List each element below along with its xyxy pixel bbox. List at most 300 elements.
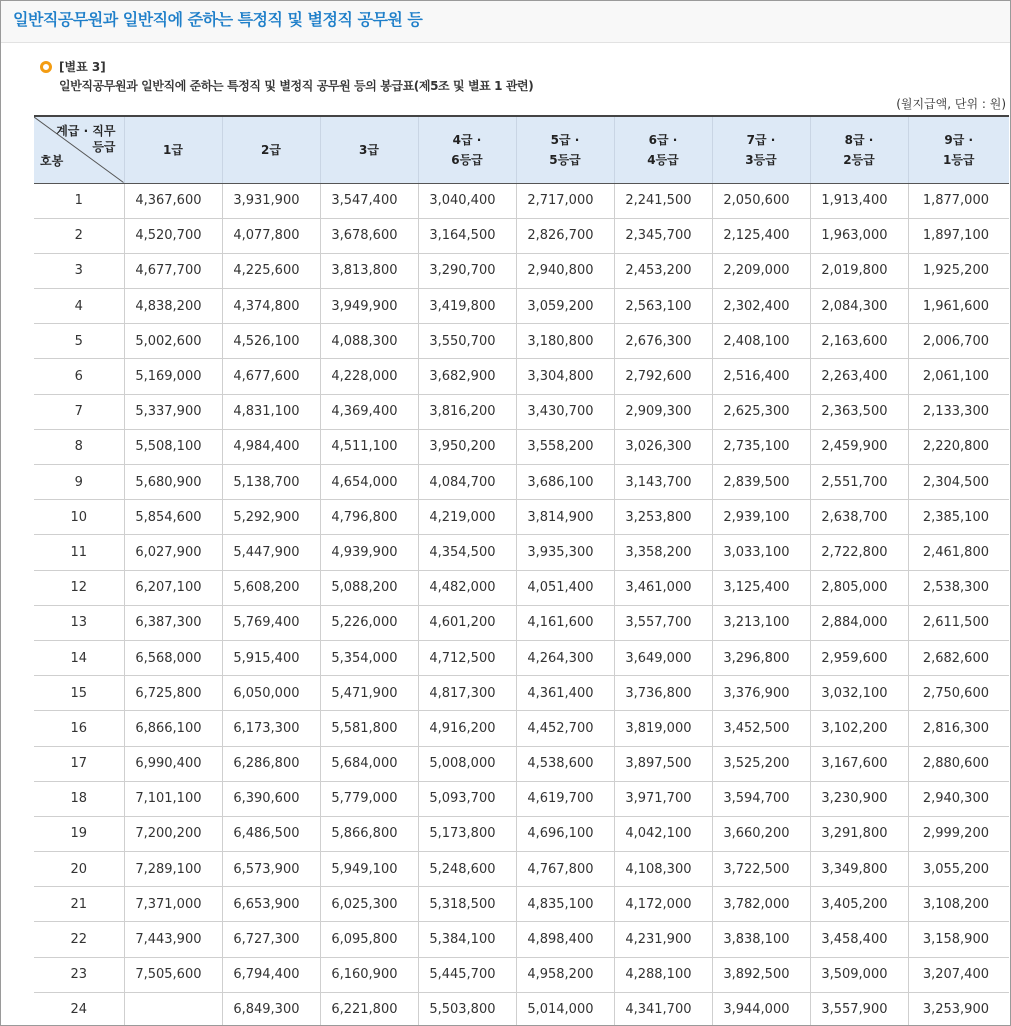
salary-cell: 3,931,900: [222, 183, 320, 218]
step-number-cell: 24: [34, 992, 124, 1026]
salary-cell: 3,557,700: [614, 605, 712, 640]
salary-cell: 6,025,300: [320, 887, 418, 922]
salary-cell: 4,958,200: [516, 957, 614, 992]
salary-cell: 4,051,400: [516, 570, 614, 605]
salary-table: [34, 115, 1009, 1026]
table-row: [34, 535, 1009, 570]
salary-cell: 4,231,900: [614, 922, 712, 957]
table-row: [34, 816, 1009, 851]
table-row: [34, 746, 1009, 781]
salary-cell: 3,430,700: [516, 394, 614, 429]
salary-cell: 3,813,800: [320, 253, 418, 288]
salary-cell: 2,461,800: [908, 535, 1009, 570]
salary-cell: 5,680,900: [124, 465, 222, 500]
salary-cell: 5,354,000: [320, 640, 418, 675]
salary-cell: 1,963,000: [810, 218, 908, 253]
salary-cell: 4,288,100: [614, 957, 712, 992]
column-header-line: 2급: [261, 142, 281, 157]
salary-cell: 1,877,000: [908, 183, 1009, 218]
column-header-line: 8급 ·: [844, 132, 874, 147]
header-corner-cell: [34, 116, 124, 183]
salary-cell: 5,503,800: [418, 992, 516, 1026]
salary-cell: 4,526,100: [222, 324, 320, 359]
table-body: [34, 183, 1009, 1026]
salary-cell: 2,019,800: [810, 253, 908, 288]
salary-cell: 6,173,300: [222, 711, 320, 746]
salary-cell: 2,459,900: [810, 429, 908, 464]
step-number-cell: 19: [34, 816, 124, 851]
salary-cell: 2,750,600: [908, 676, 1009, 711]
salary-cell: 1,961,600: [908, 289, 1009, 324]
step-number-cell: 5: [34, 324, 124, 359]
salary-cell: 6,095,800: [320, 922, 418, 957]
step-number-cell: 11: [34, 535, 124, 570]
salary-cell: 4,361,400: [516, 676, 614, 711]
salary-cell: 3,304,800: [516, 359, 614, 394]
salary-cell: 4,601,200: [418, 605, 516, 640]
salary-cell: 3,125,400: [712, 570, 810, 605]
salary-cell: 6,027,900: [124, 535, 222, 570]
salary-cell: 2,940,800: [516, 253, 614, 288]
salary-cell: 4,161,600: [516, 605, 614, 640]
salary-cell: 2,839,500: [712, 465, 810, 500]
salary-cell: 5,854,600: [124, 500, 222, 535]
salary-cell: 3,026,300: [614, 429, 712, 464]
salary-cell: 5,008,000: [418, 746, 516, 781]
salary-cell: 4,452,700: [516, 711, 614, 746]
step-number-cell: 21: [34, 887, 124, 922]
table-row: [34, 992, 1009, 1026]
salary-cell: 2,792,600: [614, 359, 712, 394]
salary-cell: 2,516,400: [712, 359, 810, 394]
table-row: [34, 394, 1009, 429]
column-header-line: 2등급: [843, 152, 875, 167]
unit-note: (월지급액, 단위 : 원): [896, 97, 1006, 111]
salary-cell: 7,443,900: [124, 922, 222, 957]
step-number-cell: 4: [34, 289, 124, 324]
salary-cell: 4,369,400: [320, 394, 418, 429]
salary-cell: 4,374,800: [222, 289, 320, 324]
salary-cell: 7,289,100: [124, 852, 222, 887]
step-number-cell: 6: [34, 359, 124, 394]
table-row: [34, 253, 1009, 288]
salary-cell: 1,925,200: [908, 253, 1009, 288]
salary-cell: 2,209,000: [712, 253, 810, 288]
column-header: [810, 116, 908, 183]
salary-cell: 5,248,600: [418, 852, 516, 887]
salary-cell: 3,525,200: [712, 746, 810, 781]
salary-cell: 3,376,900: [712, 676, 810, 711]
corner-grade-line1: 계급 · 직무: [56, 124, 116, 138]
salary-cell: 4,939,900: [320, 535, 418, 570]
salary-cell: 4,677,600: [222, 359, 320, 394]
salary-cell: 5,471,900: [320, 676, 418, 711]
column-header-line: 6등급: [451, 152, 483, 167]
salary-cell: 1,913,400: [810, 183, 908, 218]
table-caption: 일반직공무원과 일반직에 준하는 특정직 및 별정직 공무원 등의 봉급표(제5조 및 별표 1 관련): [59, 79, 534, 93]
column-header: [516, 116, 614, 183]
salary-cell: 6,221,800: [320, 992, 418, 1026]
salary-cell: 2,735,100: [712, 429, 810, 464]
step-number-cell: 22: [34, 922, 124, 957]
salary-cell: 6,387,300: [124, 605, 222, 640]
salary-cell: 2,006,700: [908, 324, 1009, 359]
salary-cell: 2,304,500: [908, 465, 1009, 500]
annex-label: [별표 3]: [59, 60, 106, 74]
salary-cell: 6,727,300: [222, 922, 320, 957]
salary-cell: 5,337,900: [124, 394, 222, 429]
column-header-line: 4급 ·: [452, 132, 482, 147]
step-number-cell: 20: [34, 852, 124, 887]
salary-cell: 3,736,800: [614, 676, 712, 711]
salary-cell: 7,505,600: [124, 957, 222, 992]
salary-cell: 4,219,000: [418, 500, 516, 535]
salary-cell: 2,241,500: [614, 183, 712, 218]
column-header-line: 6급 ·: [648, 132, 678, 147]
salary-cell: 5,779,000: [320, 781, 418, 816]
salary-cell: 3,461,000: [614, 570, 712, 605]
salary-cell: 3,935,300: [516, 535, 614, 570]
salary-cell: 4,767,800: [516, 852, 614, 887]
salary-cell: 2,050,600: [712, 183, 810, 218]
salary-cell: 3,897,500: [614, 746, 712, 781]
step-number-cell: 12: [34, 570, 124, 605]
table-header-row: [34, 116, 1009, 183]
salary-cell: 2,220,800: [908, 429, 1009, 464]
column-header: [124, 116, 222, 183]
salary-cell: 3,158,900: [908, 922, 1009, 957]
salary-cell: 2,408,100: [712, 324, 810, 359]
table-row: [34, 781, 1009, 816]
table-row: [34, 676, 1009, 711]
salary-cell: 5,866,800: [320, 816, 418, 851]
salary-cell: 2,133,300: [908, 394, 1009, 429]
salary-cell: 4,088,300: [320, 324, 418, 359]
salary-cell: 5,292,900: [222, 500, 320, 535]
table-row: [34, 957, 1009, 992]
salary-cell: 4,654,000: [320, 465, 418, 500]
salary-cell: 2,385,100: [908, 500, 1009, 535]
salary-cell: 2,163,600: [810, 324, 908, 359]
table-row: [34, 324, 1009, 359]
salary-cell: 3,180,800: [516, 324, 614, 359]
title-bar: [1, 1, 1010, 43]
column-header: [222, 116, 320, 183]
table-row: [34, 711, 1009, 746]
salary-cell: 6,849,300: [222, 992, 320, 1026]
salary-cell: 4,712,500: [418, 640, 516, 675]
salary-cell: 2,940,300: [908, 781, 1009, 816]
salary-cell: 4,172,000: [614, 887, 712, 922]
table-row: [34, 922, 1009, 957]
salary-cell: 5,014,000: [516, 992, 614, 1026]
salary-cell: 5,169,000: [124, 359, 222, 394]
step-number-cell: 23: [34, 957, 124, 992]
salary-cell: 3,102,200: [810, 711, 908, 746]
salary-cell: 3,230,900: [810, 781, 908, 816]
table-row: [34, 183, 1009, 218]
salary-cell: 2,682,600: [908, 640, 1009, 675]
salary-cell: 4,817,300: [418, 676, 516, 711]
salary-cell: 6,568,000: [124, 640, 222, 675]
salary-cell: 3,782,000: [712, 887, 810, 922]
salary-cell: 7,101,100: [124, 781, 222, 816]
salary-cell: 3,167,600: [810, 746, 908, 781]
salary-cell: 4,042,100: [614, 816, 712, 851]
salary-cell: 3,892,500: [712, 957, 810, 992]
salary-cell: 4,677,700: [124, 253, 222, 288]
salary-cell: 3,944,000: [712, 992, 810, 1026]
salary-cell: 2,263,400: [810, 359, 908, 394]
salary-cell: 5,915,400: [222, 640, 320, 675]
salary-cell: 3,949,900: [320, 289, 418, 324]
salary-cell: 5,445,700: [418, 957, 516, 992]
salary-cell: 4,341,700: [614, 992, 712, 1026]
salary-cell: 5,002,600: [124, 324, 222, 359]
salary-cell: 3,682,900: [418, 359, 516, 394]
salary-cell: 3,660,200: [712, 816, 810, 851]
salary-cell: 6,160,900: [320, 957, 418, 992]
salary-cell: 4,367,600: [124, 183, 222, 218]
salary-cell: 4,264,300: [516, 640, 614, 675]
salary-cell: 3,594,700: [712, 781, 810, 816]
salary-cell: 2,061,100: [908, 359, 1009, 394]
salary-cell: 2,999,200: [908, 816, 1009, 851]
column-header-line: 9급 ·: [944, 132, 974, 147]
step-number-cell: 14: [34, 640, 124, 675]
corner-grade-label: [56, 123, 115, 155]
salary-cell: 4,835,100: [516, 887, 614, 922]
salary-cell: 6,390,600: [222, 781, 320, 816]
circle-bullet-icon: [40, 61, 52, 73]
table-row: [34, 570, 1009, 605]
salary-cell: 5,447,900: [222, 535, 320, 570]
table-row: [34, 289, 1009, 324]
salary-cell: 4,619,700: [516, 781, 614, 816]
salary-cell: 5,093,700: [418, 781, 516, 816]
salary-cell: 3,678,600: [320, 218, 418, 253]
salary-cell: 6,866,100: [124, 711, 222, 746]
table-row: [34, 218, 1009, 253]
salary-cell: 6,725,800: [124, 676, 222, 711]
salary-cell: 6,653,900: [222, 887, 320, 922]
column-header: [908, 116, 1009, 183]
salary-cell: 5,949,100: [320, 852, 418, 887]
salary-cell: 3,558,200: [516, 429, 614, 464]
salary-cell: 4,538,600: [516, 746, 614, 781]
salary-cell: 3,838,100: [712, 922, 810, 957]
salary-cell: 6,486,500: [222, 816, 320, 851]
salary-cell: 3,405,200: [810, 887, 908, 922]
salary-cell: 7,371,000: [124, 887, 222, 922]
salary-cell: 2,302,400: [712, 289, 810, 324]
column-header-line: 3등급: [745, 152, 777, 167]
salary-cell: 2,363,500: [810, 394, 908, 429]
table-row: [34, 852, 1009, 887]
table-row: [34, 465, 1009, 500]
salary-cell: 3,032,100: [810, 676, 908, 711]
salary-cell: 4,916,200: [418, 711, 516, 746]
step-number-cell: 1: [34, 183, 124, 218]
salary-cell: 3,452,500: [712, 711, 810, 746]
salary-cell: 5,173,800: [418, 816, 516, 851]
salary-cell: 2,909,300: [614, 394, 712, 429]
salary-cell: 3,213,100: [712, 605, 810, 640]
salary-cell: 5,508,100: [124, 429, 222, 464]
salary-cell: 4,511,100: [320, 429, 418, 464]
salary-cell: 3,419,800: [418, 289, 516, 324]
salary-cell: [124, 992, 222, 1026]
salary-cell: 2,676,300: [614, 324, 712, 359]
table-row: [34, 359, 1009, 394]
step-number-cell: 8: [34, 429, 124, 464]
salary-cell: 4,108,300: [614, 852, 712, 887]
salary-cell: 2,722,800: [810, 535, 908, 570]
column-header: [712, 116, 810, 183]
step-number-cell: 16: [34, 711, 124, 746]
salary-cell: 3,819,000: [614, 711, 712, 746]
column-header-line: 1급: [163, 142, 183, 157]
step-number-cell: 17: [34, 746, 124, 781]
salary-cell: 3,108,200: [908, 887, 1009, 922]
salary-cell: 5,684,000: [320, 746, 418, 781]
salary-cell: 3,164,500: [418, 218, 516, 253]
salary-cell: 2,939,100: [712, 500, 810, 535]
salary-cell: 2,959,600: [810, 640, 908, 675]
table-row: [34, 640, 1009, 675]
salary-cell: 3,349,800: [810, 852, 908, 887]
salary-cell: 2,551,700: [810, 465, 908, 500]
corner-step-label: 호봉: [40, 153, 64, 168]
corner-grade-line2: 등급: [92, 140, 116, 154]
salary-cell: 6,207,100: [124, 570, 222, 605]
salary-cell: 4,796,800: [320, 500, 418, 535]
salary-cell: 4,696,100: [516, 816, 614, 851]
salary-cell: 3,040,400: [418, 183, 516, 218]
salary-cell: 7,200,200: [124, 816, 222, 851]
salary-cell: 5,769,400: [222, 605, 320, 640]
column-header-line: 7급 ·: [746, 132, 776, 147]
step-number-cell: 3: [34, 253, 124, 288]
salary-cell: 2,611,500: [908, 605, 1009, 640]
column-header-line: 5등급: [549, 152, 581, 167]
salary-cell: 6,286,800: [222, 746, 320, 781]
salary-cell: 2,826,700: [516, 218, 614, 253]
column-header: [614, 116, 712, 183]
salary-cell: 3,971,700: [614, 781, 712, 816]
salary-cell: 3,253,800: [614, 500, 712, 535]
salary-cell: 5,226,000: [320, 605, 418, 640]
step-number-cell: 13: [34, 605, 124, 640]
table-row: [34, 605, 1009, 640]
salary-cell: 2,816,300: [908, 711, 1009, 746]
salary-cell: 6,573,900: [222, 852, 320, 887]
salary-cell: 4,838,200: [124, 289, 222, 324]
salary-cell: 4,898,400: [516, 922, 614, 957]
salary-cell: 2,880,600: [908, 746, 1009, 781]
salary-cell: 3,458,400: [810, 922, 908, 957]
salary-cell: 2,625,300: [712, 394, 810, 429]
salary-cell: 3,557,900: [810, 992, 908, 1026]
salary-cell: 2,563,100: [614, 289, 712, 324]
salary-cell: 2,345,700: [614, 218, 712, 253]
salary-cell: 3,253,900: [908, 992, 1009, 1026]
salary-cell: 3,547,400: [320, 183, 418, 218]
column-header-line: 1등급: [942, 152, 975, 167]
salary-cell: 2,453,200: [614, 253, 712, 288]
column-header-line: 3급: [359, 142, 379, 157]
salary-cell: 5,384,100: [418, 922, 516, 957]
salary-cell: 4,520,700: [124, 218, 222, 253]
salary-cell: 3,816,200: [418, 394, 516, 429]
salary-cell: 2,125,400: [712, 218, 810, 253]
salary-cell: 3,207,400: [908, 957, 1009, 992]
salary-cell: 3,649,000: [614, 640, 712, 675]
salary-cell: 2,084,300: [810, 289, 908, 324]
salary-cell: 3,722,500: [712, 852, 810, 887]
salary-cell: 4,225,600: [222, 253, 320, 288]
table-row: [34, 887, 1009, 922]
salary-cell: 5,088,200: [320, 570, 418, 605]
table-row: [34, 429, 1009, 464]
salary-cell: 3,143,700: [614, 465, 712, 500]
step-number-cell: 9: [34, 465, 124, 500]
salary-cell: 5,608,200: [222, 570, 320, 605]
salary-cell: 6,990,400: [124, 746, 222, 781]
page-title: 일반직공무원과 일반직에 준하는 특정직 및 별정직 공무원 등: [13, 10, 423, 29]
column-header: [320, 116, 418, 183]
step-number-cell: 15: [34, 676, 124, 711]
salary-cell: 4,228,000: [320, 359, 418, 394]
salary-cell: 4,077,800: [222, 218, 320, 253]
salary-cell: 4,482,000: [418, 570, 516, 605]
salary-cell: 3,290,700: [418, 253, 516, 288]
salary-cell: 2,805,000: [810, 570, 908, 605]
salary-cell: 4,831,100: [222, 394, 320, 429]
column-header: [418, 116, 516, 183]
salary-cell: 3,033,100: [712, 535, 810, 570]
salary-cell: 4,984,400: [222, 429, 320, 464]
column-header-line: 4등급: [647, 152, 679, 167]
salary-cell: 3,814,900: [516, 500, 614, 535]
salary-cell: 2,638,700: [810, 500, 908, 535]
step-number-cell: 18: [34, 781, 124, 816]
salary-cell: 2,717,000: [516, 183, 614, 218]
salary-cell: 3,686,100: [516, 465, 614, 500]
salary-cell: 4,354,500: [418, 535, 516, 570]
salary-cell: 5,581,800: [320, 711, 418, 746]
salary-cell: 3,358,200: [614, 535, 712, 570]
salary-cell: 3,950,200: [418, 429, 516, 464]
salary-cell: 4,084,700: [418, 465, 516, 500]
salary-cell: 3,509,000: [810, 957, 908, 992]
salary-cell: 6,794,400: [222, 957, 320, 992]
step-number-cell: 7: [34, 394, 124, 429]
salary-cell: 3,291,800: [810, 816, 908, 851]
salary-cell: 2,538,300: [908, 570, 1009, 605]
salary-cell: 6,050,000: [222, 676, 320, 711]
salary-cell: 3,059,200: [516, 289, 614, 324]
table-row: [34, 500, 1009, 535]
salary-cell: 5,318,500: [418, 887, 516, 922]
salary-cell: 3,296,800: [712, 640, 810, 675]
salary-cell: 5,138,700: [222, 465, 320, 500]
salary-cell: 3,055,200: [908, 852, 1009, 887]
step-number-cell: 2: [34, 218, 124, 253]
salary-cell: 3,550,700: [418, 324, 516, 359]
salary-cell: 2,884,000: [810, 605, 908, 640]
column-header-line: 5급 ·: [550, 132, 580, 147]
